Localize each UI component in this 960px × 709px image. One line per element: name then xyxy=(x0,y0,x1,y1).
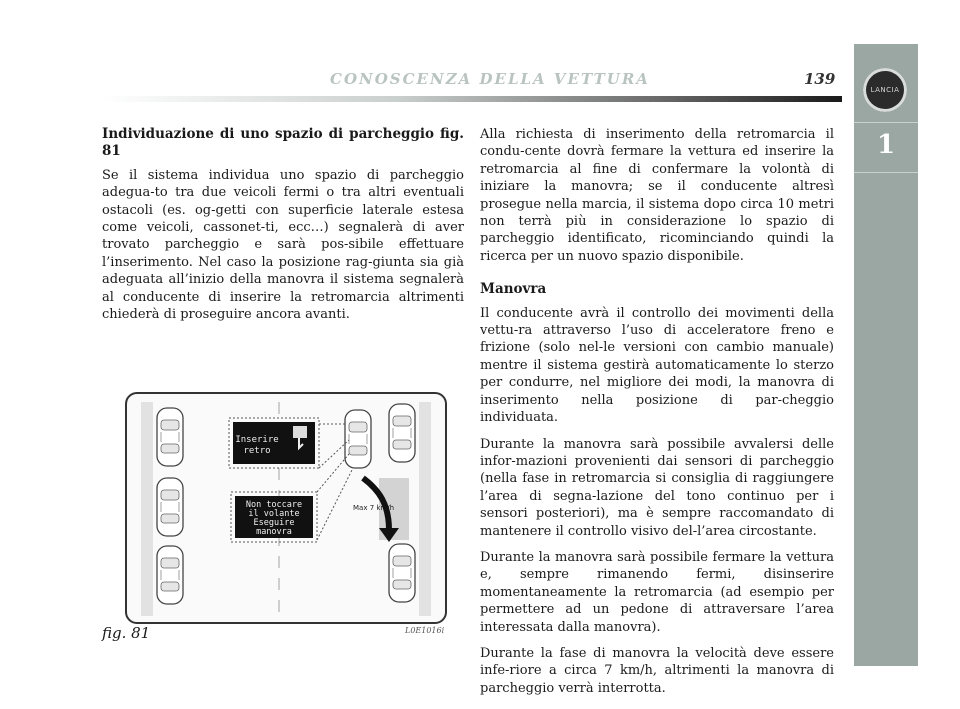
page-number: 139 xyxy=(804,70,836,88)
moving-car xyxy=(345,410,371,468)
section-heading: Individuazione di uno spazio di parcheggio fig. 81 xyxy=(102,126,464,160)
page-header-title: CONOSCENZA DELLA VETTURA xyxy=(330,70,650,88)
figure-code: L0E1016i xyxy=(405,626,445,635)
subheading: Manovra xyxy=(480,281,547,298)
parking-diagram-svg xyxy=(127,394,445,622)
parked-car xyxy=(157,408,183,466)
lancia-logo-icon xyxy=(863,68,907,112)
parked-car xyxy=(389,404,415,462)
gear-icon xyxy=(293,426,307,438)
left-column xyxy=(102,126,464,332)
paragraph: Durante la manovra sarà possibile avvalersi delle infor-mazioni provenienti dai sensori di parcheggio (nella fase in retromarcia si consiglia di raggiungere l’area di segna-lazione del tono continuo per i sensori posteriori), ma è sempre raccomandato di mantenere il controllo visivo del-l’area circostante. xyxy=(480,436,834,539)
header-rule xyxy=(102,96,842,102)
curb-left xyxy=(141,402,153,616)
parked-car xyxy=(389,544,415,602)
parked-car xyxy=(157,546,183,604)
speed-label: Max 7 km/h xyxy=(353,504,395,512)
parking-diagram xyxy=(125,392,447,624)
paragraph: Durante la fase di manovra la velocità deve essere infe-riore a circa 7 km/h, altrimenti la manovra di parcheggio verrà interrotta. xyxy=(480,645,834,696)
display-1-line-2: retro xyxy=(243,446,271,456)
display-2-line-3: Eseguire xyxy=(253,518,295,528)
paragraph: Durante la manovra sarà possibile fermare la vettura e, sempre rimanendo fermi, disinserire momentaneamente la retromarcia (ad esempio per permettere ad un pedone di attraversare l’area interessata dalla manovra). xyxy=(480,549,834,635)
connector xyxy=(317,468,353,540)
display-2-line-4: manovra xyxy=(256,527,292,537)
display-2-line-2: il volante xyxy=(248,509,300,519)
sidebar-divider xyxy=(854,172,918,173)
paragraph: Il conducente avrà il controllo dei movimenti della vettu-ra attraverso l’uso di acceleratore freno e frizione (solo nel-le versioni con cambio manuale) mentre il sistema gestirà automaticamente lo sterzo per condurre, nel migliore dei modi, la manovra di inserimento nella posizione di par-cheggio individuata. xyxy=(480,305,834,426)
paragraph: Alla richiesta di inserimento della retromarcia il condu-cente dovrà fermare la vettura ed inserire la retromarcia al fine di confermare la volontà di iniziare la manovra; se il conducente altresì prosegue nella marcia, il sistema dopo circa 10 metri non terrà più in considerazione lo spazio di parcheggio identificato, ricominciando quindi la ricerca per un nuovo spazio disponibile. xyxy=(480,127,834,264)
logo-text: LANCIA xyxy=(870,86,900,94)
figure-caption: fig. 81 xyxy=(102,624,151,642)
sidebar-divider xyxy=(854,122,918,123)
display-2-line-1: Non toccare xyxy=(245,500,303,510)
paragraph: Se il sistema individua uno spazio di parcheggio adegua-to tra due veicoli fermi o tra altri eventuali ostacoli (es. og-getti con superficie laterale estesa come veicoli, cassonet-ti, ecc…) segnalerà di aver trovato parcheggio e sarà pos-sibile effettuare l’inserimento. Nel caso la posizione rag-giunta sia già adeguata all’inizio della manovra il sistema segnalerà al conducente di inserire la retromarcia altrimenti chiederà di proseguire ancora avanti. xyxy=(102,167,464,323)
right-column xyxy=(480,126,834,706)
section-number: 1 xyxy=(876,130,896,160)
curb-right xyxy=(419,402,431,616)
parked-car xyxy=(157,478,183,536)
display-1-line-1: Inserire xyxy=(235,435,279,445)
